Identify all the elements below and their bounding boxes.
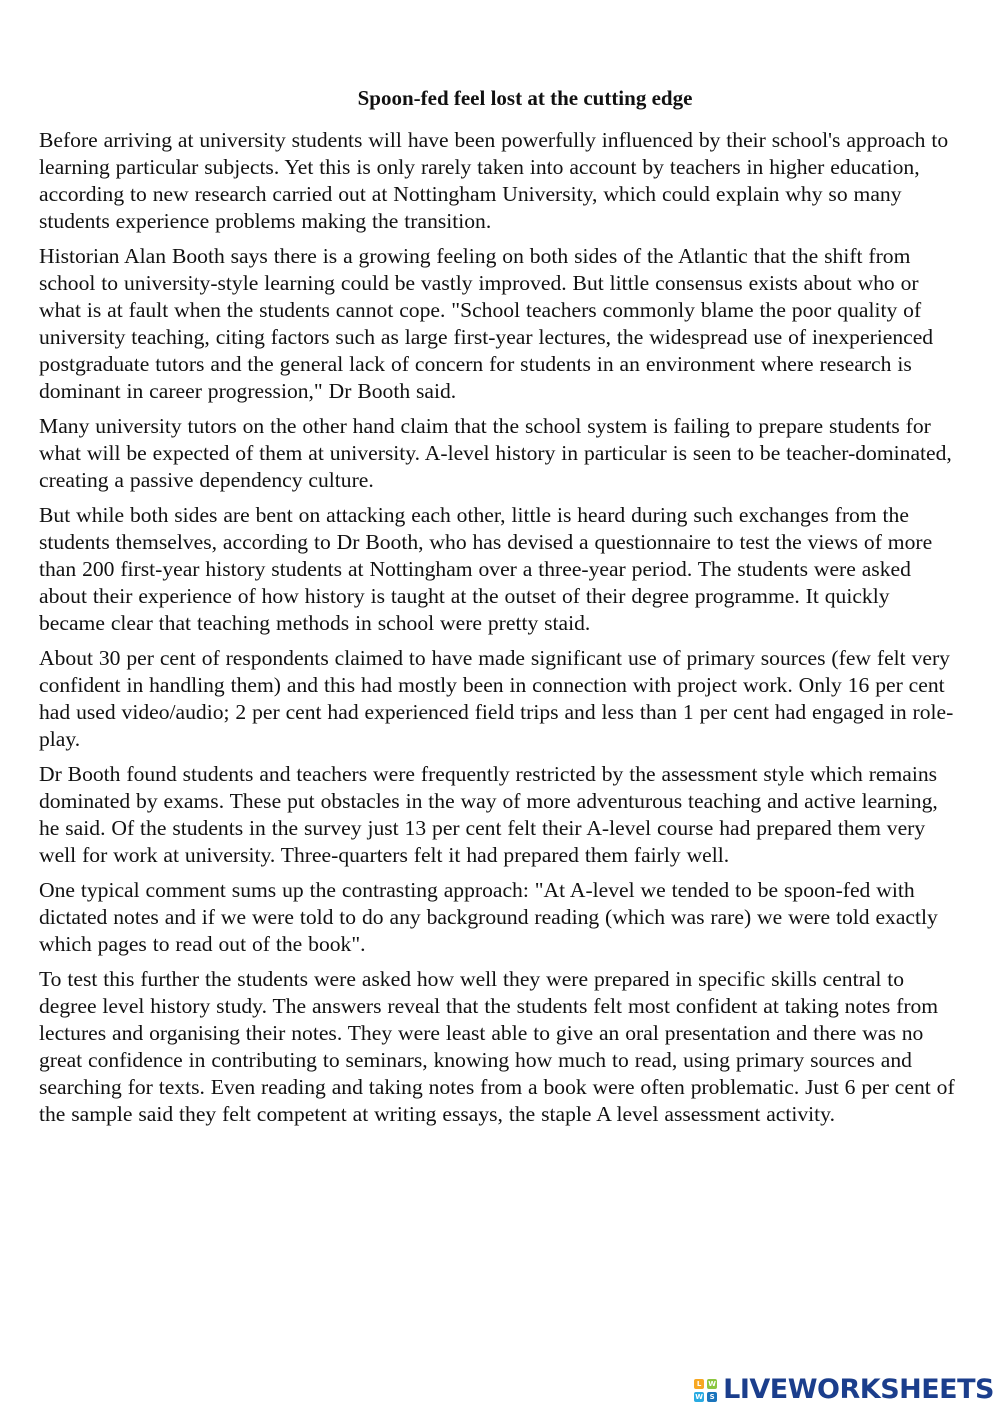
article-paragraph: About 30 per cent of respondents claimed to have made significant use of primary sources (few felt very confident in handling them) and this had mostly been in connection with project work. Only 16 per cent had used video/audio; 2 per cent had experienced field trips and less than 1 per cent had engaged in role-play. (39, 646, 954, 751)
article-paragraph: One typical comment sums up the contrasting approach: "At A-level we tended to be spoon-fed with dictated notes and if we were told to do any background reading (which was rare) we were told exactly which pages to read out of the book". (39, 878, 938, 956)
article-paragraph: To test this further the students were asked how well they were prepared in specific skills central to degree level history study. The answers reveal that the students felt most confident at taking notes from lectures and organising their notes. They were least able to give an oral presentation and there was no great confidence in contributing to seminars, knowing how much to read, using primary sources and searching for texts. Even reading and taking notes from a book were often problematic. Just 6 per cent of the sample said they felt competent at writing essays, the staple A level assessment activity. (39, 967, 955, 1126)
article-paragraph: But while both sides are bent on attacking each other, little is heard during such exchanges from the students themselves, according to Dr Booth, who has devised a questionnaire to test the views of more than 200 first-year history students at Nottingham over a three-year period. The students were asked about their experience of how history is taught at the outset of their degree programme. It quickly became clear that teaching methods in school were pretty staid. (39, 503, 933, 635)
watermark-text: LIVEWORKSHEETS (723, 1374, 994, 1405)
article-paragraph: Dr Booth found students and teachers were frequently restricted by the assessment style which remains dominated by exams. These put obstacles in the way of more adventurous teaching and active learning, he said. Of the students in the survey just 13 per cent felt their A-level course had prepared them very well for work at university. Three-quarters felt it had prepared them fairly well. (39, 762, 938, 867)
liveworksheets-watermark (694, 1373, 994, 1407)
article-title: Spoon-fed feel lost at the cutting edge (357, 86, 693, 110)
logo-tile: W (695, 1392, 704, 1401)
article-body (39, 127, 961, 1136)
logo-tile: L (694, 1379, 704, 1389)
article-paragraph: Many university tutors on the other hand claim that the school system is failing to prepare students for what will be expected of them at university. A-level history in particular is seen to be teacher-dominated, creating a passive dependency culture. (39, 414, 952, 492)
liveworksheets-logo-icon (694, 1379, 717, 1402)
article-paragraph: Before arriving at university students will have been powerfully influenced by their school's approach to learning particular subjects. Yet this is only rarely taken into account by teachers in higher education, according to new research carried out at Nottingham University, which could explain why so many students experience problems making the transition. (39, 128, 949, 233)
logo-tile: W (708, 1379, 717, 1388)
logo-tile: S (707, 1392, 717, 1402)
article-paragraph: Historian Alan Booth says there is a growing feeling on both sides of the Atlantic that the shift from school to university-style learning could be vastly improved. But little consensus exists about who or what is at fault when the students cannot cope. "School teachers commonly blame the poor quality of university teaching, citing factors such as large first-year lectures, the widespread use of inexperienced postgraduate tutors and the general lack of concern for students in an environment where research is dominant in career progression," Dr Booth said. (39, 244, 934, 403)
